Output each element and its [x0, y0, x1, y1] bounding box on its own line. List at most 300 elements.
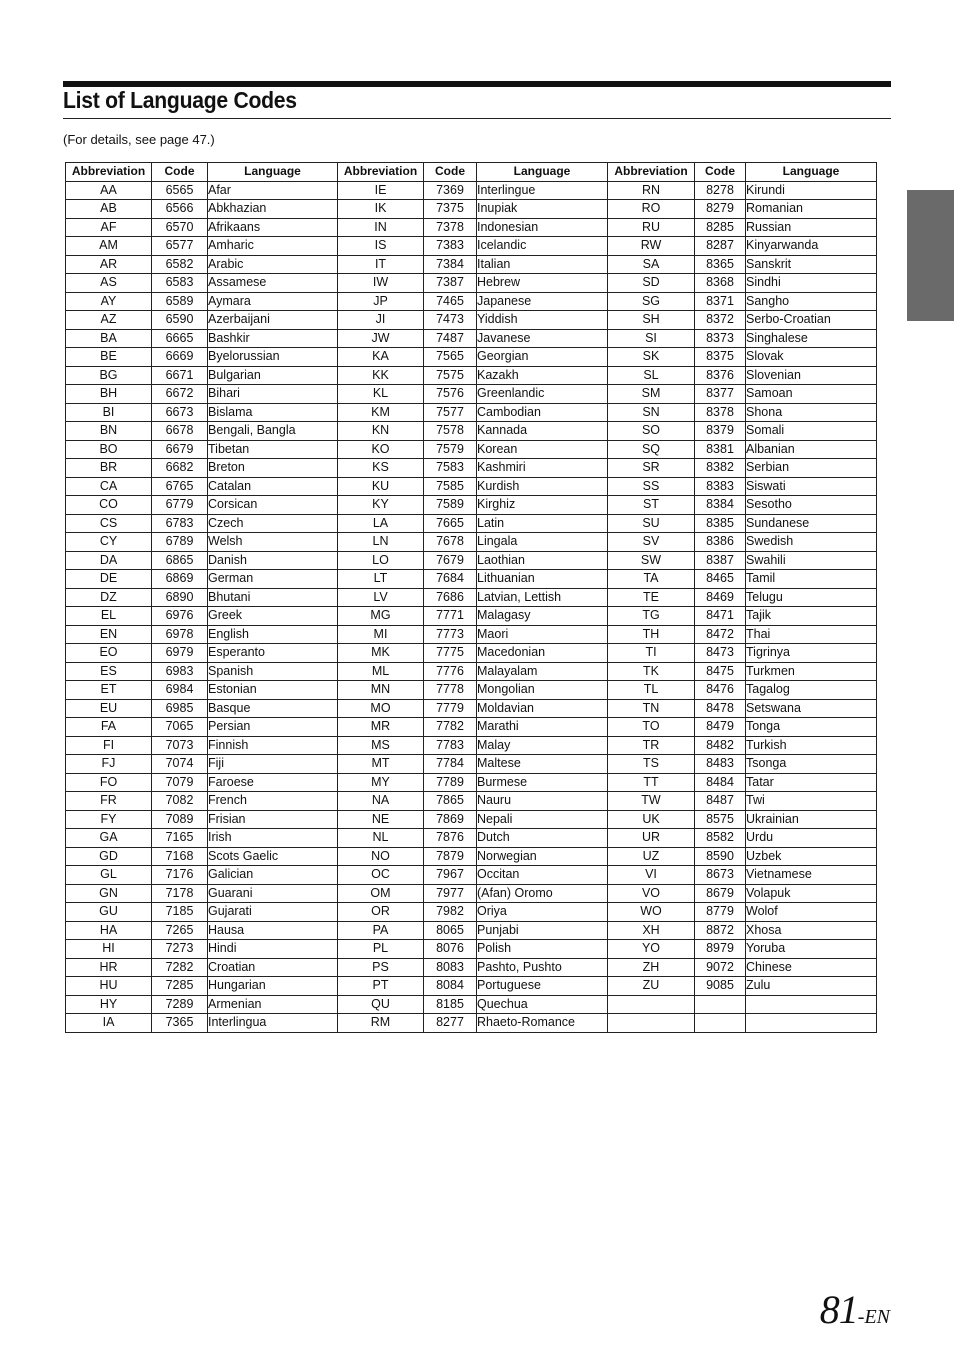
language-cell: Kirghiz — [477, 496, 608, 515]
code-cell: 7079 — [152, 773, 208, 792]
abbreviation-cell: OR — [338, 903, 424, 922]
abbreviation-cell: ZU — [608, 977, 695, 996]
code-cell: 7967 — [424, 866, 477, 885]
code-cell: 7387 — [424, 274, 477, 293]
table-row — [66, 977, 877, 996]
code-cell: 7771 — [424, 607, 477, 626]
abbreviation-cell: TL — [608, 681, 695, 700]
code-cell: 8185 — [424, 995, 477, 1014]
abbreviation-cell: BA — [66, 329, 152, 348]
abbreviation-cell: RM — [338, 1014, 424, 1033]
code-cell: 6672 — [152, 385, 208, 404]
code-cell: 7289 — [152, 995, 208, 1014]
table-row — [66, 329, 877, 348]
code-cell: 9085 — [695, 977, 746, 996]
code-cell: 8385 — [695, 514, 746, 533]
code-cell: 6978 — [152, 625, 208, 644]
abbreviation-cell: BI — [66, 403, 152, 422]
abbreviation-cell: SW — [608, 551, 695, 570]
code-cell: 8278 — [695, 181, 746, 200]
abbreviation-cell: SL — [608, 366, 695, 385]
code-cell: 7577 — [424, 403, 477, 422]
table-row — [66, 995, 877, 1014]
abbreviation-cell: FR — [66, 792, 152, 811]
table-row — [66, 773, 877, 792]
code-cell: 7789 — [424, 773, 477, 792]
language-cell: Russian — [746, 218, 877, 237]
table-row — [66, 847, 877, 866]
language-cell: Turkmen — [746, 662, 877, 681]
code-cell: 7782 — [424, 718, 477, 737]
language-cell: Samoan — [746, 385, 877, 404]
language-cell: Bashkir — [208, 329, 338, 348]
language-cell: Lithuanian — [477, 570, 608, 589]
language-cell: Quechua — [477, 995, 608, 1014]
language-cell: Sindhi — [746, 274, 877, 293]
abbreviation-cell: FA — [66, 718, 152, 737]
table-row — [66, 255, 877, 274]
table-row — [66, 514, 877, 533]
table-row — [66, 755, 877, 774]
abbreviation-cell: FI — [66, 736, 152, 755]
header-abbreviation: Abbreviation — [66, 163, 152, 182]
table-row — [66, 792, 877, 811]
abbreviation-cell: PS — [338, 958, 424, 977]
abbreviation-cell: CO — [66, 496, 152, 515]
code-cell: 8476 — [695, 681, 746, 700]
abbreviation-cell: CA — [66, 477, 152, 496]
language-cell: Basque — [208, 699, 338, 718]
header-language: Language — [746, 163, 877, 182]
abbreviation-cell: JW — [338, 329, 424, 348]
code-cell: 8065 — [424, 921, 477, 940]
table-row — [66, 551, 877, 570]
table-row — [66, 570, 877, 589]
code-cell: 7784 — [424, 755, 477, 774]
code-cell: 7977 — [424, 884, 477, 903]
language-cell: French — [208, 792, 338, 811]
code-cell: 7282 — [152, 958, 208, 977]
code-cell: 6789 — [152, 533, 208, 552]
abbreviation-cell: HY — [66, 995, 152, 1014]
code-cell — [695, 995, 746, 1014]
code-cell: 6566 — [152, 200, 208, 219]
code-cell: 7575 — [424, 366, 477, 385]
abbreviation-cell: NE — [338, 810, 424, 829]
code-cell: 7369 — [424, 181, 477, 200]
language-cell: Yoruba — [746, 940, 877, 959]
language-cell: Inupiak — [477, 200, 608, 219]
language-cell: Twi — [746, 792, 877, 811]
abbreviation-cell: EO — [66, 644, 152, 663]
abbreviation-cell: IN — [338, 218, 424, 237]
code-cell: 7165 — [152, 829, 208, 848]
code-cell: 8387 — [695, 551, 746, 570]
language-cell: Amharic — [208, 237, 338, 256]
code-cell: 6590 — [152, 311, 208, 330]
language-cell: Macedonian — [477, 644, 608, 663]
abbreviation-cell: SS — [608, 477, 695, 496]
code-cell: 8484 — [695, 773, 746, 792]
language-cell: Assamese — [208, 274, 338, 293]
table-row — [66, 200, 877, 219]
page-title: List of Language Codes — [63, 87, 297, 113]
language-cell: Urdu — [746, 829, 877, 848]
code-cell: 7073 — [152, 736, 208, 755]
code-cell: 8378 — [695, 403, 746, 422]
language-cell: Interlingue — [477, 181, 608, 200]
code-cell: 8482 — [695, 736, 746, 755]
code-cell: 7065 — [152, 718, 208, 737]
language-cell: Welsh — [208, 533, 338, 552]
abbreviation-cell: BO — [66, 440, 152, 459]
table-row — [66, 311, 877, 330]
table-row — [66, 588, 877, 607]
abbreviation-cell: IE — [338, 181, 424, 200]
code-cell: 8582 — [695, 829, 746, 848]
code-cell: 8084 — [424, 977, 477, 996]
language-cell: Abkhazian — [208, 200, 338, 219]
abbreviation-cell: JI — [338, 311, 424, 330]
code-cell: 8478 — [695, 699, 746, 718]
abbreviation-cell: RN — [608, 181, 695, 200]
code-cell: 8979 — [695, 940, 746, 959]
code-cell: 8373 — [695, 329, 746, 348]
language-cell: Bulgarian — [208, 366, 338, 385]
header-code: Code — [152, 163, 208, 182]
language-cell: Irish — [208, 829, 338, 848]
table-row — [66, 366, 877, 385]
language-cell: Scots Gaelic — [208, 847, 338, 866]
code-cell: 8277 — [424, 1014, 477, 1033]
language-cell: Nepali — [477, 810, 608, 829]
language-cell: Somali — [746, 422, 877, 441]
language-cell: Occitan — [477, 866, 608, 885]
title-rule — [63, 118, 891, 119]
abbreviation-cell: SQ — [608, 440, 695, 459]
abbreviation-cell: BG — [66, 366, 152, 385]
abbreviation-cell: LA — [338, 514, 424, 533]
abbreviation-cell: UK — [608, 810, 695, 829]
language-cell: Swahili — [746, 551, 877, 570]
abbreviation-cell: SO — [608, 422, 695, 441]
code-cell: 7684 — [424, 570, 477, 589]
code-cell: 7383 — [424, 237, 477, 256]
code-cell: 8575 — [695, 810, 746, 829]
abbreviation-cell — [608, 995, 695, 1014]
language-cell: Kannada — [477, 422, 608, 441]
abbreviation-cell: SU — [608, 514, 695, 533]
code-cell: 7487 — [424, 329, 477, 348]
code-cell: 8472 — [695, 625, 746, 644]
abbreviation-cell: SI — [608, 329, 695, 348]
language-cell: Croatian — [208, 958, 338, 977]
code-cell: 8083 — [424, 958, 477, 977]
abbreviation-cell: TS — [608, 755, 695, 774]
code-cell: 6783 — [152, 514, 208, 533]
table-row — [66, 607, 877, 626]
language-cell: Faroese — [208, 773, 338, 792]
language-cell: Chinese — [746, 958, 877, 977]
header-language: Language — [477, 163, 608, 182]
code-cell: 6570 — [152, 218, 208, 237]
code-cell: 8279 — [695, 200, 746, 219]
language-cell: Nauru — [477, 792, 608, 811]
abbreviation-cell: AR — [66, 255, 152, 274]
table-row — [66, 958, 877, 977]
abbreviation-cell: DA — [66, 551, 152, 570]
header-abbreviation: Abbreviation — [608, 163, 695, 182]
table-row — [66, 459, 877, 478]
table-row — [66, 736, 877, 755]
language-cell: Arabic — [208, 255, 338, 274]
abbreviation-cell — [608, 1014, 695, 1033]
header-abbreviation: Abbreviation — [338, 163, 424, 182]
abbreviation-cell: MG — [338, 607, 424, 626]
abbreviation-cell: BN — [66, 422, 152, 441]
abbreviation-cell: KM — [338, 403, 424, 422]
language-cell: Sangho — [746, 292, 877, 311]
code-cell: 7082 — [152, 792, 208, 811]
language-cell: Yiddish — [477, 311, 608, 330]
code-cell: 7778 — [424, 681, 477, 700]
code-cell: 8384 — [695, 496, 746, 515]
language-cell: Indonesian — [477, 218, 608, 237]
abbreviation-cell: SN — [608, 403, 695, 422]
abbreviation-cell: MI — [338, 625, 424, 644]
abbreviation-cell: FY — [66, 810, 152, 829]
language-cell: Latin — [477, 514, 608, 533]
code-cell: 7776 — [424, 662, 477, 681]
abbreviation-cell: RW — [608, 237, 695, 256]
code-cell: 8377 — [695, 385, 746, 404]
abbreviation-cell: CS — [66, 514, 152, 533]
language-cell: Kashmiri — [477, 459, 608, 478]
language-cell: Sundanese — [746, 514, 877, 533]
abbreviation-cell: TI — [608, 644, 695, 663]
abbreviation-cell: VI — [608, 866, 695, 885]
code-cell: 7783 — [424, 736, 477, 755]
abbreviation-cell: TK — [608, 662, 695, 681]
code-cell: 7265 — [152, 921, 208, 940]
abbreviation-cell: EN — [66, 625, 152, 644]
language-cell: Telugu — [746, 588, 877, 607]
language-cell: Burmese — [477, 773, 608, 792]
abbreviation-cell: GD — [66, 847, 152, 866]
language-cell: Malayalam — [477, 662, 608, 681]
code-cell: 7378 — [424, 218, 477, 237]
abbreviation-cell: KY — [338, 496, 424, 515]
code-cell: 7579 — [424, 440, 477, 459]
language-cell: Georgian — [477, 348, 608, 367]
language-cell: Xhosa — [746, 921, 877, 940]
page-number-suffix: -EN — [857, 1306, 890, 1328]
language-cell — [746, 1014, 877, 1033]
table-row — [66, 422, 877, 441]
code-cell: 8285 — [695, 218, 746, 237]
code-cell: 8779 — [695, 903, 746, 922]
code-cell: 8386 — [695, 533, 746, 552]
language-cell: Kinyarwanda — [746, 237, 877, 256]
code-cell: 6671 — [152, 366, 208, 385]
language-cell: Portuguese — [477, 977, 608, 996]
code-cell: 6673 — [152, 403, 208, 422]
language-cell: Rhaeto-Romance — [477, 1014, 608, 1033]
language-cell: Bhutani — [208, 588, 338, 607]
abbreviation-cell: SD — [608, 274, 695, 293]
language-cell: Zulu — [746, 977, 877, 996]
abbreviation-cell: KK — [338, 366, 424, 385]
table-row — [66, 237, 877, 256]
table-row — [66, 181, 877, 200]
code-cell: 8368 — [695, 274, 746, 293]
language-cell: Lingala — [477, 533, 608, 552]
language-cell: Azerbaijani — [208, 311, 338, 330]
language-cell: Tagalog — [746, 681, 877, 700]
abbreviation-cell: HU — [66, 977, 152, 996]
language-cell: Tonga — [746, 718, 877, 737]
abbreviation-cell: OM — [338, 884, 424, 903]
code-cell: 6779 — [152, 496, 208, 515]
abbreviation-cell: TO — [608, 718, 695, 737]
code-cell: 6985 — [152, 699, 208, 718]
abbreviation-cell: MS — [338, 736, 424, 755]
abbreviation-cell: MN — [338, 681, 424, 700]
abbreviation-cell: IT — [338, 255, 424, 274]
abbreviation-cell: AZ — [66, 311, 152, 330]
abbreviation-cell: CY — [66, 533, 152, 552]
language-cell: Hungarian — [208, 977, 338, 996]
language-cell: English — [208, 625, 338, 644]
code-cell: 7578 — [424, 422, 477, 441]
abbreviation-cell: WO — [608, 903, 695, 922]
code-cell: 7678 — [424, 533, 477, 552]
abbreviation-cell: BR — [66, 459, 152, 478]
code-cell: 8473 — [695, 644, 746, 663]
code-cell: 7982 — [424, 903, 477, 922]
language-cell: Volapuk — [746, 884, 877, 903]
abbreviation-cell: GA — [66, 829, 152, 848]
abbreviation-cell: IW — [338, 274, 424, 293]
language-cell: Czech — [208, 514, 338, 533]
page-number — [820, 1288, 890, 1339]
abbreviation-cell: BH — [66, 385, 152, 404]
code-cell: 8379 — [695, 422, 746, 441]
abbreviation-cell: EU — [66, 699, 152, 718]
language-cell: Interlingua — [208, 1014, 338, 1033]
abbreviation-cell: UZ — [608, 847, 695, 866]
language-cell: Aymara — [208, 292, 338, 311]
code-cell: 8469 — [695, 588, 746, 607]
code-cell: 7589 — [424, 496, 477, 515]
table-row — [66, 718, 877, 737]
table-header — [66, 163, 877, 182]
language-cell — [746, 995, 877, 1014]
abbreviation-cell: KA — [338, 348, 424, 367]
abbreviation-cell: SM — [608, 385, 695, 404]
language-cell: Tajik — [746, 607, 877, 626]
abbreviation-cell: GL — [66, 866, 152, 885]
abbreviation-cell: QU — [338, 995, 424, 1014]
language-cell: Maltese — [477, 755, 608, 774]
code-cell: 8381 — [695, 440, 746, 459]
code-cell: 6665 — [152, 329, 208, 348]
language-cell: Dutch — [477, 829, 608, 848]
code-cell: 6678 — [152, 422, 208, 441]
table-row — [66, 292, 877, 311]
code-cell: 7686 — [424, 588, 477, 607]
code-cell: 6679 — [152, 440, 208, 459]
language-cell: Malagasy — [477, 607, 608, 626]
abbreviation-cell: BE — [66, 348, 152, 367]
abbreviation-cell: RU — [608, 218, 695, 237]
abbreviation-cell: KL — [338, 385, 424, 404]
abbreviation-cell: AM — [66, 237, 152, 256]
code-cell: 8372 — [695, 311, 746, 330]
language-cell: Pashto, Pushto — [477, 958, 608, 977]
code-cell: 6583 — [152, 274, 208, 293]
table-row — [66, 533, 877, 552]
language-cell: Kazakh — [477, 366, 608, 385]
header-code: Code — [695, 163, 746, 182]
code-cell: 7865 — [424, 792, 477, 811]
code-cell: 6582 — [152, 255, 208, 274]
abbreviation-cell: SA — [608, 255, 695, 274]
code-cell: 8483 — [695, 755, 746, 774]
code-cell: 8371 — [695, 292, 746, 311]
code-cell: 8375 — [695, 348, 746, 367]
abbreviation-cell: ES — [66, 662, 152, 681]
code-cell — [695, 1014, 746, 1033]
abbreviation-cell: GU — [66, 903, 152, 922]
language-cell: Albanian — [746, 440, 877, 459]
abbreviation-cell: TT — [608, 773, 695, 792]
language-cell: Bihari — [208, 385, 338, 404]
code-cell: 7473 — [424, 311, 477, 330]
language-cell: Frisian — [208, 810, 338, 829]
abbreviation-cell: SR — [608, 459, 695, 478]
table-row — [66, 274, 877, 293]
code-cell: 8376 — [695, 366, 746, 385]
table-row — [66, 940, 877, 959]
language-cell: Galician — [208, 866, 338, 885]
abbreviation-cell: IS — [338, 237, 424, 256]
abbreviation-cell: LN — [338, 533, 424, 552]
abbreviation-cell: TH — [608, 625, 695, 644]
language-cell: Korean — [477, 440, 608, 459]
code-cell: 6984 — [152, 681, 208, 700]
language-cell: Gujarati — [208, 903, 338, 922]
abbreviation-cell: KN — [338, 422, 424, 441]
abbreviation-cell: NL — [338, 829, 424, 848]
language-cell: Thai — [746, 625, 877, 644]
code-cell: 7576 — [424, 385, 477, 404]
language-cell: Turkish — [746, 736, 877, 755]
language-cell: Sesotho — [746, 496, 877, 515]
abbreviation-cell: TG — [608, 607, 695, 626]
table-row — [66, 403, 877, 422]
abbreviation-cell: EL — [66, 607, 152, 626]
table-row — [66, 699, 877, 718]
table-row — [66, 644, 877, 663]
code-cell: 8475 — [695, 662, 746, 681]
code-cell: 6979 — [152, 644, 208, 663]
language-cell: Vietnamese — [746, 866, 877, 885]
code-cell: 8383 — [695, 477, 746, 496]
language-cell: Oriya — [477, 903, 608, 922]
language-cell: Ukrainian — [746, 810, 877, 829]
abbreviation-cell: PA — [338, 921, 424, 940]
